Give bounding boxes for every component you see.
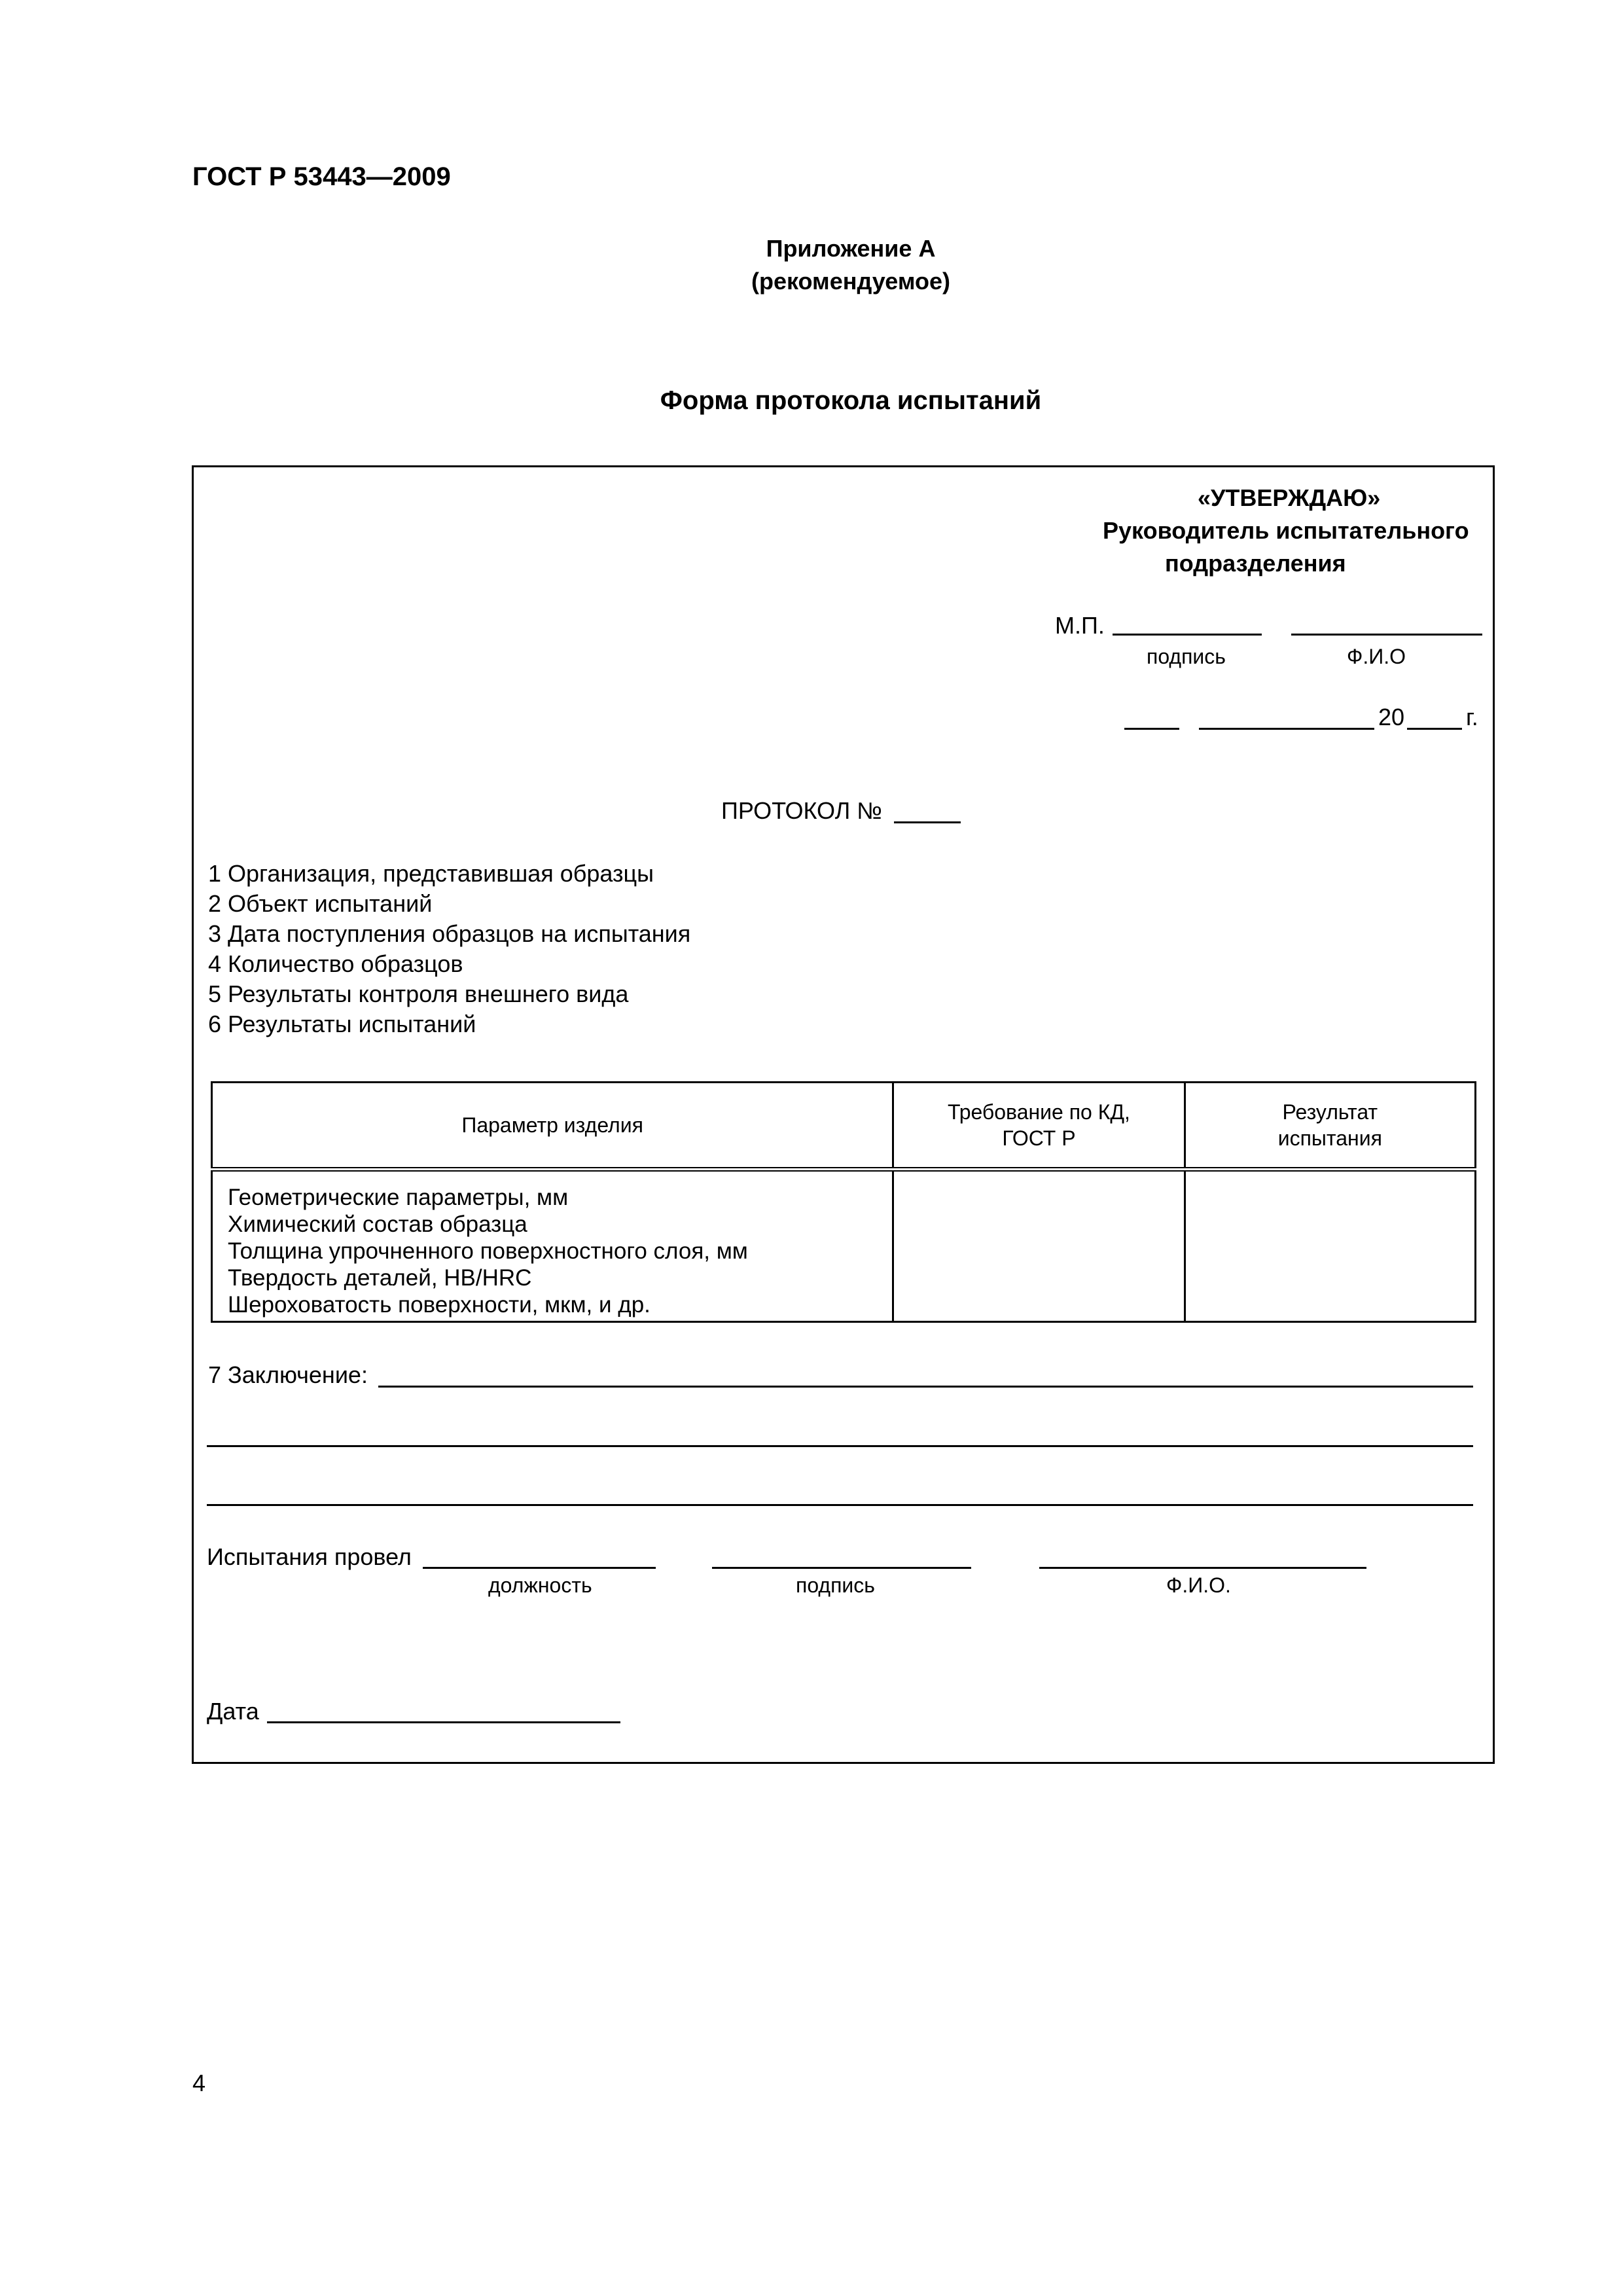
approval-month-line[interactable] xyxy=(1199,728,1374,730)
approval-position-line1: Руководитель испытательного xyxy=(1103,517,1469,544)
approval-name-line[interactable] xyxy=(1291,634,1482,636)
form-title: Форма протокола испытаний xyxy=(660,386,1042,415)
parameter-item: Толщина упрочненного поверхностного слоя, мм xyxy=(228,1238,748,1264)
list-item: 5 Результаты контроля внешнего вида xyxy=(208,980,629,1007)
list-item: 1 Организация, представившая образцы xyxy=(208,860,654,887)
conclusion-label: 7 Заключение: xyxy=(208,1361,368,1388)
standard-header: ГОСТ Р 53443—2009 xyxy=(192,162,451,191)
approval-year-suffix: г. xyxy=(1466,704,1478,730)
approval-name-caption: Ф.И.О xyxy=(1347,645,1406,668)
tester-name-line[interactable] xyxy=(1039,1567,1366,1569)
conclusion-line-1[interactable] xyxy=(378,1386,1473,1388)
protocol-items-list xyxy=(208,859,690,1039)
approval-position-line2: подразделения xyxy=(1165,550,1346,577)
table-header-row xyxy=(212,1083,1476,1170)
requirement-cell[interactable] xyxy=(893,1170,1185,1322)
approval-signature-line[interactable] xyxy=(1113,634,1262,636)
list-item: 2 Объект испытаний xyxy=(208,890,433,917)
tester-signature-line[interactable] xyxy=(712,1567,971,1569)
protocol-number-label: ПРОТОКОЛ № xyxy=(721,797,882,824)
table-row xyxy=(212,1170,1476,1322)
parameter-cell xyxy=(212,1170,893,1322)
stamp-label: М.П. xyxy=(1055,612,1105,639)
tester-name-caption: Ф.И.О. xyxy=(1166,1573,1231,1597)
parameter-item: Геометрические параметры, мм xyxy=(228,1185,569,1210)
list-item: 6 Результаты испытаний xyxy=(208,1011,476,1037)
parameter-item: Шероховатость поверхности, мкм, и др. xyxy=(228,1292,651,1318)
tester-label: Испытания провел xyxy=(207,1543,412,1570)
page-number: 4 xyxy=(192,2070,206,2096)
list-item: 4 Количество образцов xyxy=(208,950,463,977)
parameter-item: Химический состав образца xyxy=(228,1211,527,1237)
appendix-subtitle: (рекомендуемое) xyxy=(751,268,950,295)
date-line[interactable] xyxy=(267,1721,620,1723)
date-label: Дата xyxy=(207,1698,259,1725)
parameter-item: Твердость деталей, HB/HRC xyxy=(228,1265,532,1291)
test-results-table xyxy=(211,1081,1476,1323)
conclusion-line-2[interactable] xyxy=(207,1445,1473,1447)
column-header-parameter: Параметр изделия xyxy=(212,1083,893,1170)
approval-signature-caption: подпись xyxy=(1147,645,1226,668)
approval-day-line[interactable] xyxy=(1124,728,1179,730)
appendix-heading xyxy=(654,232,1047,298)
column-header-requirement: Требование по КД, ГОСТ Р xyxy=(893,1083,1185,1170)
column-header-result: Результат испытания xyxy=(1185,1083,1475,1170)
tester-position-line[interactable] xyxy=(423,1567,656,1569)
approval-year-prefix: 20 xyxy=(1378,704,1405,730)
result-cell[interactable] xyxy=(1185,1170,1475,1322)
appendix-title: Приложение А xyxy=(766,235,936,262)
protocol-number-line[interactable] xyxy=(894,821,961,823)
approval-year-line[interactable] xyxy=(1407,728,1462,730)
list-item: 3 Дата поступления образцов на испытания xyxy=(208,920,691,947)
conclusion-line-3[interactable] xyxy=(207,1504,1473,1506)
tester-position-caption: должность xyxy=(488,1573,592,1597)
tester-signature-caption: подпись xyxy=(796,1573,875,1597)
approval-heading: «УТВЕРЖДАЮ» xyxy=(1198,484,1381,511)
